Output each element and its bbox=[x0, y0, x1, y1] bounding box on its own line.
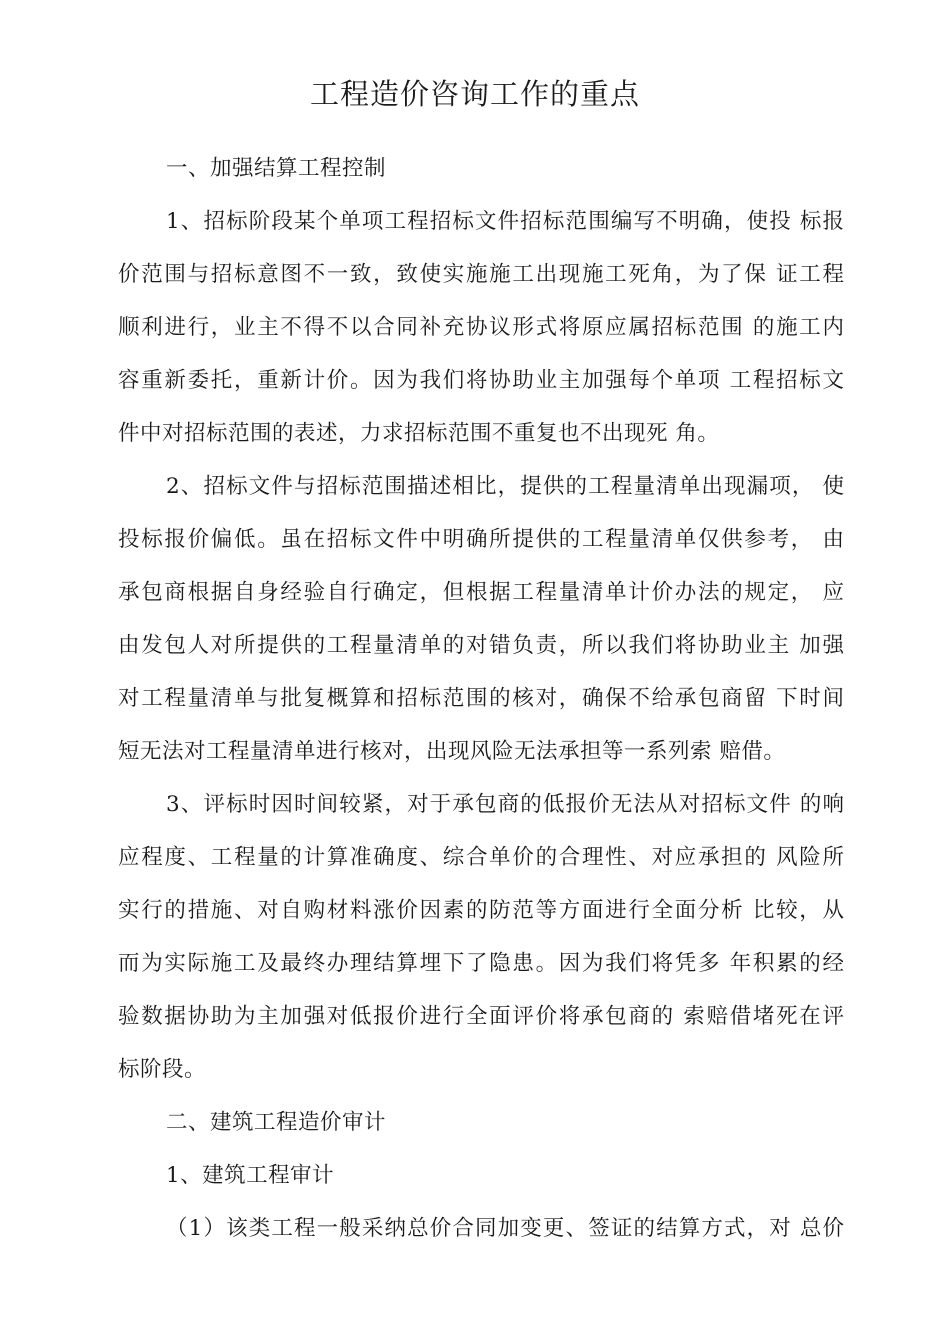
paragraph-line: 2、招标文件与招标范围描述相比，提供的工程量清单出现漏项， 使 bbox=[166, 474, 844, 499]
paragraph-line: （1）该类工程一般采纳总价合同加变更、签证的结算方式，对 总价 bbox=[166, 1216, 844, 1241]
paragraph-line: 3、评标时因时间较紧，对于承包商的低报价无法从对招标文件 的响 bbox=[166, 792, 844, 817]
paragraph-line: 标阶段。 bbox=[118, 1057, 207, 1082]
paragraph-line: 对工程量清单与批复概算和招标范围的核对，确保不给承包商留 下时间 bbox=[118, 686, 844, 711]
paragraph-line: 价范围与招标意图不一致，致使实施施工出现施工死角，为了保 证工程 bbox=[118, 262, 844, 287]
paragraph-line: 验数据协助为主加强对低报价进行全面评价将承包商的 索赔借堵死在评 bbox=[118, 1004, 844, 1029]
paragraph-line: 实行的措施、对自购材料涨价因素的防范等方面进行全面分析 比较，从 bbox=[118, 898, 844, 923]
paragraph-line: 投标报价偏低。虽在招标文件中明确所提供的工程量清单仅供参考， 由 bbox=[118, 527, 844, 552]
document-title: 工程造价咨询工作的重点 bbox=[309, 77, 640, 111]
paragraph-line: 短无法对工程量清单进行核对，出现风险无法承担等一系列索 赔借。 bbox=[118, 739, 786, 764]
paragraph-line: 容重新委托，重新计价。因为我们将协助业主加强每个单项 工程招标文 bbox=[118, 368, 844, 393]
section-heading-2: 二、建筑工程造价审计 bbox=[166, 1110, 387, 1135]
paragraph-line: 应程度、工程量的计算准确度、综合单价的合理性、对应承担的 风险所 bbox=[118, 845, 844, 870]
subsection-heading: 1、建筑工程审计 bbox=[166, 1163, 335, 1188]
paragraph-line: 承包商根据自身经验自行确定，但根据工程量清单计价办法的规定， 应 bbox=[118, 580, 844, 605]
paragraph-line: 1、招标阶段某个单项工程招标文件招标范围编写不明确，使投 标报 bbox=[166, 209, 844, 234]
paragraph-line: 由发包人对所提供的工程量清单的对错负责，所以我们将协助业主 加强 bbox=[118, 633, 844, 658]
paragraph-line: 顺利进行，业主不得不以合同补充协议形式将原应属招标范围 的施工内 bbox=[118, 315, 844, 340]
paragraph-line: 而为实际施工及最终办理结算埋下了隐患。因为我们将凭多 年积累的经 bbox=[118, 951, 844, 976]
section-heading-1: 一、加强结算工程控制 bbox=[166, 156, 387, 181]
paragraph-line: 件中对招标范围的表述，力求招标范围不重复也不出现死 角。 bbox=[118, 421, 720, 446]
